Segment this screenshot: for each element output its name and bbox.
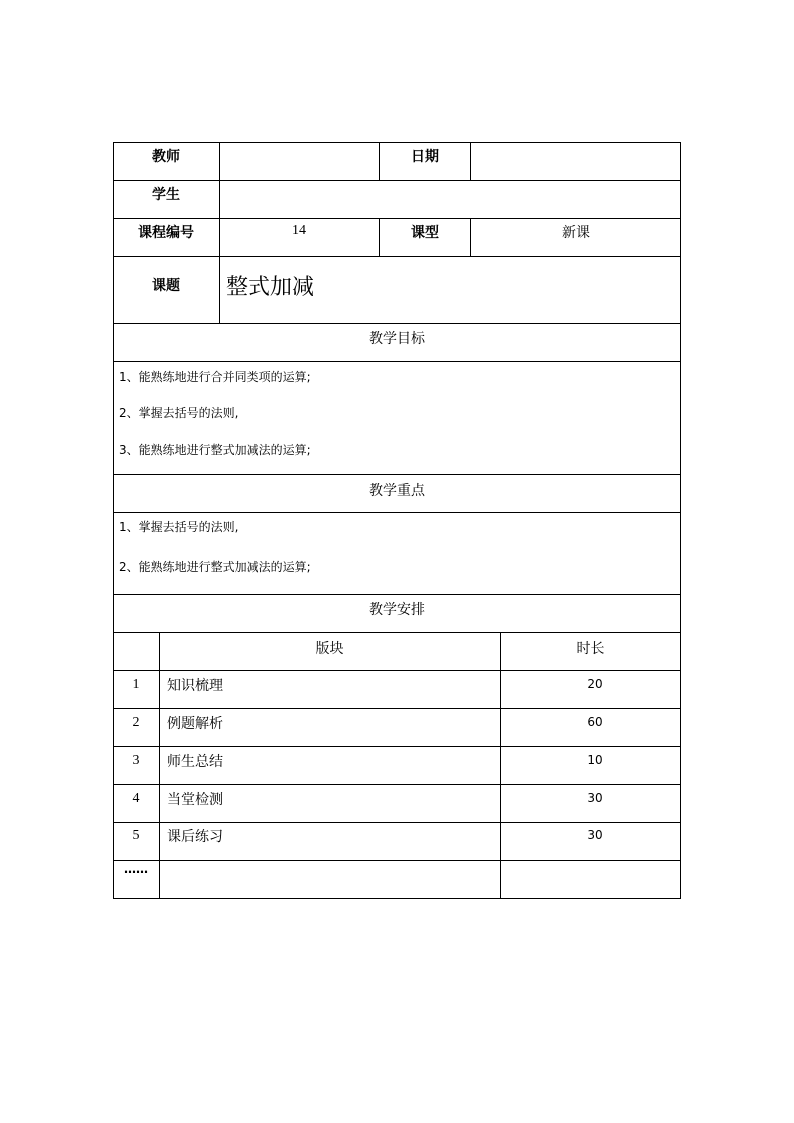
date-label: 日期	[411, 149, 439, 165]
row-divider	[113, 512, 681, 513]
schedule-row-no: 3	[132, 753, 140, 768]
schedule-row-duration: 20	[587, 677, 603, 691]
objective-item: 2、掌握去括号的法则,	[119, 406, 239, 420]
schedule-row-no: 2	[132, 715, 140, 730]
course-no-label: 课程编号	[138, 225, 194, 241]
schedule-row-duration: 60	[587, 715, 603, 729]
schedule-row-block: 例题解析	[167, 716, 223, 732]
course-type-value: 新课	[562, 225, 590, 241]
row-divider	[113, 323, 681, 324]
objective-item: 3、能熟练地进行整式加减法的运算;	[119, 443, 311, 457]
col-divider	[219, 256, 220, 324]
schedule-row-no: 1	[132, 677, 140, 692]
row-divider	[113, 218, 681, 219]
row-divider	[113, 256, 681, 257]
row-divider	[113, 784, 681, 785]
row-divider	[113, 474, 681, 475]
row-divider	[113, 180, 681, 181]
key-point-item: 1、掌握去括号的法则,	[119, 520, 239, 534]
col-divider	[159, 632, 160, 899]
schedule-row-block: 课后练习	[167, 829, 223, 845]
objective-item: 1、能熟练地进行合并同类项的运算;	[119, 370, 311, 384]
row-divider	[113, 594, 681, 595]
row-divider	[113, 746, 681, 747]
key-points-title: 教学重点	[369, 483, 425, 499]
schedule-row-block: 知识梳理	[167, 678, 223, 694]
row-divider	[113, 708, 681, 709]
teacher-value-cell[interactable]	[219, 142, 380, 181]
col-divider	[219, 180, 220, 219]
schedule-row-no: ……	[124, 862, 148, 876]
teacher-label: 教师	[152, 149, 180, 165]
student-label: 学生	[152, 187, 180, 203]
row-divider	[113, 822, 681, 823]
schedule-row-duration: 30	[587, 791, 603, 805]
schedule-col-block: 版块	[315, 641, 344, 657]
topic-label: 课题	[152, 278, 180, 294]
objectives-title: 教学目标	[369, 331, 425, 347]
schedule-col-duration: 时长	[576, 641, 605, 657]
row-divider	[113, 670, 681, 671]
topic-value: 整式加减	[226, 275, 315, 300]
row-divider	[113, 860, 681, 861]
schedule-row-block: 当堂检测	[167, 792, 223, 808]
key-point-item: 2、能熟练地进行整式加减法的运算;	[119, 560, 311, 574]
schedule-title: 教学安排	[369, 602, 425, 618]
course-type-label: 课型	[411, 225, 439, 241]
row-divider	[113, 361, 681, 362]
row-divider	[113, 632, 681, 633]
schedule-row-block: 师生总结	[167, 754, 223, 770]
schedule-row-no: 5	[132, 828, 140, 843]
schedule-row-duration: 30	[587, 828, 603, 842]
schedule-row-duration: 10	[587, 753, 603, 767]
course-no-value: 14	[292, 223, 306, 238]
schedule-row-no: 4	[132, 791, 140, 806]
